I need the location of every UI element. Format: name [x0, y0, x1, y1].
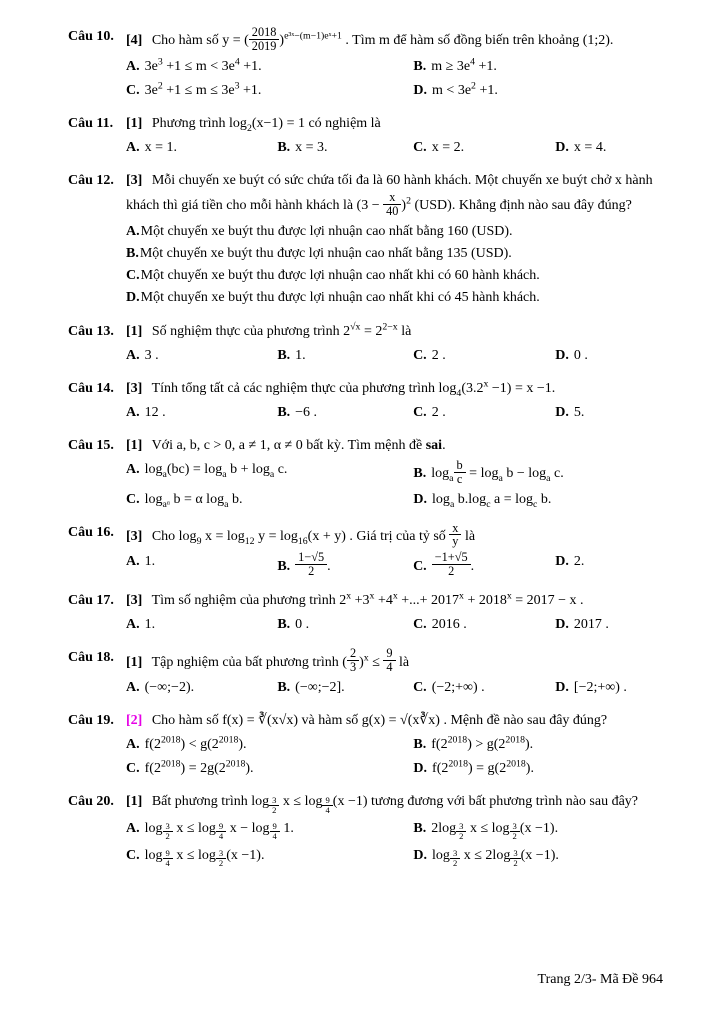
question-difficulty: [1] — [126, 115, 143, 131]
question-statement — [126, 794, 639, 815]
question-head — [68, 710, 663, 779]
option-label: C. — [413, 680, 427, 696]
option-text: x = 1. — [144, 139, 178, 155]
question-text: Mỗi chuyến xe buýt có sức chứa tối đa là 60 hành khách. Một chuyến xe buýt chở x hành khách thì giá tiền cho mỗi hành khách là (3 − $\frac{x}{40}$ )$^2$ (USD). Khẳng định nào sau đây đúng? — [126, 172, 653, 218]
answer-options — [126, 551, 663, 578]
question-statement — [126, 321, 412, 339]
question — [68, 378, 663, 423]
question-statement — [126, 438, 446, 453]
question-difficulty: [2] — [126, 713, 143, 729]
option-label: B. — [277, 617, 291, 633]
question-number: Câu 19. — [68, 713, 114, 729]
option-text: $f(2^{2018}) = 2g(2^{2018})$. — [144, 758, 254, 777]
option-text: x = 3. — [295, 139, 328, 155]
option-label: A. — [126, 737, 140, 753]
answer-option — [126, 818, 407, 842]
answer-options — [126, 345, 663, 366]
option-label: C. — [413, 347, 427, 363]
option-text: −6 . — [295, 404, 318, 420]
question-body — [126, 113, 663, 158]
question-difficulty: [1] — [126, 323, 143, 339]
option-label: A. — [126, 617, 140, 633]
answer-option — [413, 345, 549, 366]
option-label: D. — [413, 847, 428, 863]
option-label: C. — [413, 558, 427, 574]
option-text: $\frac{1-√5}{2}$ . — [295, 559, 331, 574]
question-number: Câu 10. — [68, 29, 114, 44]
question-statement — [126, 115, 381, 134]
option-label: B. — [277, 347, 291, 363]
option-label: D. — [555, 347, 569, 363]
question-text: Tập nghiệm của bất phương trình ( $\frac{2}{3}$ )$^x$ ≤ $\frac{9}{4}$ là — [148, 646, 410, 675]
question-difficulty: [3] — [126, 172, 143, 188]
question-statement — [126, 713, 607, 728]
option-text: $\log_a(bc) = \log_a b + \log_a c$. — [144, 461, 288, 480]
option-text: 1. — [144, 617, 156, 633]
question — [68, 113, 663, 158]
answer-option — [413, 56, 663, 77]
option-label: C. — [126, 267, 140, 283]
option-text: 2 . — [431, 404, 446, 420]
answer-option — [555, 614, 663, 635]
answer-option — [555, 551, 663, 578]
question-head — [68, 26, 663, 101]
question-number: Câu 11. — [68, 115, 114, 131]
question-body — [126, 522, 663, 579]
answer-options — [126, 677, 663, 698]
option-label: A. — [126, 347, 140, 363]
option-text: (−2;+∞) . — [431, 680, 485, 696]
option-text: log $_{\frac{3}{2}}$ x ≤ 2log $_{\frac{3}{2}}$ (x −1). — [432, 847, 559, 869]
answer-option — [413, 80, 663, 101]
question-text: Cho hàm số f(x) = ∛(x√x) và hàm số g(x) = √(x∛x) . Mệnh đề nào sau đây đúng? — [148, 713, 608, 729]
question-statement — [126, 590, 584, 609]
option-text: $\log_a b.\log_c$ $a = \log_c b$. — [432, 491, 552, 510]
answer-option — [126, 56, 407, 77]
answer-option — [126, 734, 407, 755]
answer-options — [126, 137, 663, 158]
question — [68, 26, 663, 101]
option-text: 0 . — [295, 617, 310, 633]
option-label: A. — [126, 223, 140, 239]
option-label: D. — [555, 554, 569, 570]
option-text: log $_{\frac{3}{2}}$ x ≤ log $_{\frac{9}{4}}$ x − log $_{\frac{9}{4}}$ 1. — [144, 820, 294, 842]
answer-options — [126, 459, 663, 510]
option-label: B. — [277, 139, 291, 155]
answer-option — [126, 287, 663, 308]
option-label: A. — [126, 680, 140, 696]
option-label: D. — [555, 617, 569, 633]
question-head — [68, 170, 663, 309]
option-text: 1. — [144, 554, 156, 570]
question-difficulty: [1] — [126, 794, 143, 810]
answer-option — [277, 551, 407, 578]
question-number: Câu 12. — [68, 172, 114, 188]
question-text: Số nghiệm thực của phương trình $2^{√x} = 2^{2-x}$ là — [148, 321, 412, 339]
answer-option — [126, 402, 271, 423]
option-label: B. — [277, 680, 291, 696]
question-text: Cho hàm số y = ( $\frac{2018}{2019}$ )$^{e^3ˣ-(m-1)eˣ+1}$ . Tìm m để hàm số đồng biến trên khoảng (1;2). — [148, 25, 614, 53]
answer-option — [413, 734, 663, 755]
answer-option — [555, 402, 663, 423]
option-text: $f(2^{2018}) = g(2^{2018})$. — [432, 758, 534, 777]
answer-option — [413, 818, 663, 842]
option-label: A. — [126, 404, 140, 420]
answer-option — [126, 345, 271, 366]
answer-option — [277, 677, 407, 698]
question-number: Câu 16. — [68, 524, 114, 540]
option-text: 2 . — [431, 347, 446, 363]
option-text: $f(2^{2018}) < g(2^{2018})$. — [144, 734, 247, 753]
question — [68, 647, 663, 698]
question-head — [68, 791, 663, 868]
option-label: C. — [126, 847, 140, 863]
question — [68, 522, 663, 579]
answer-option — [277, 137, 407, 158]
question-head — [68, 378, 663, 423]
option-text: $f(2^{2018}) > g(2^{2018})$. — [431, 734, 534, 753]
option-label: C. — [413, 404, 427, 420]
option-text: $m < 3e^2 +1$. — [432, 80, 498, 98]
option-label: B. — [413, 58, 427, 74]
question-head — [68, 522, 663, 579]
question-difficulty: [3] — [126, 380, 143, 396]
question-statement — [126, 378, 556, 399]
question-head — [68, 590, 663, 635]
question-text: Với a, b, c > 0, a ≠ 1, α ≠ 0 bất kỳ. Tìm mệnh đề sai. — [148, 437, 446, 453]
answer-option — [413, 677, 549, 698]
option-text: 2017 . — [573, 617, 609, 633]
option-label: A. — [126, 554, 140, 570]
question-body — [126, 26, 663, 101]
option-label: A. — [126, 461, 140, 477]
question-statement — [126, 172, 653, 218]
answer-option — [413, 758, 663, 779]
question-body — [126, 590, 663, 635]
question-difficulty: [3] — [126, 593, 143, 609]
question-number: Câu 18. — [68, 650, 114, 666]
option-text: $\log_{aᵅ} b = \alpha$ $\log_a b$. — [144, 491, 243, 510]
question-body — [126, 378, 663, 423]
option-label: C. — [413, 617, 427, 633]
question-body — [126, 170, 663, 309]
answer-option — [126, 459, 407, 486]
option-text: 0 . — [573, 347, 588, 363]
option-text: Một chuyến xe buýt thu được lợi nhuận cao nhất bằng 135 (USD). — [139, 245, 512, 261]
question-difficulty: [4] — [126, 33, 143, 49]
option-label: C. — [126, 761, 140, 777]
answer-option — [126, 489, 407, 510]
answer-option — [126, 677, 271, 698]
answer-option — [126, 221, 663, 242]
option-label: D. — [555, 404, 569, 420]
question-number: Câu 20. — [68, 794, 114, 810]
answer-option — [555, 137, 663, 158]
question-body — [126, 435, 663, 510]
option-text: Một chuyến xe buýt thu được lợi nhuận cao nhất khi có 60 hành khách. — [140, 267, 540, 283]
answer-option — [126, 243, 663, 264]
answer-options — [126, 402, 663, 423]
option-label: A. — [126, 820, 140, 836]
option-text: 2log $_{\frac{3}{2}}$ x ≤ log $_{\frac{3}{2}}$ (x −1). — [431, 820, 559, 842]
question — [68, 170, 663, 309]
option-label: B. — [277, 404, 291, 420]
option-label: A. — [126, 58, 140, 74]
page-footer: Trang 2/3- Mã Đề 964 — [537, 972, 663, 987]
option-label: D. — [555, 139, 569, 155]
option-text: $\log_a$ $\frac{b}{c}$ = $\log_a b - \log_a c$. — [431, 457, 564, 486]
question-text: Tính tổng tất cả các nghiệm thực của phương trình $\log_4(3.2^x -1) = x -1$. — [148, 378, 556, 399]
question-text: Phương trình $\log_2(x-1) = 1$ có nghiệm là — [148, 115, 381, 134]
option-label: D. — [126, 289, 140, 305]
option-text: (−∞;−2]. — [295, 680, 345, 696]
question-body — [126, 791, 663, 868]
option-label: D. — [555, 680, 569, 696]
option-text: (−∞;−2). — [144, 680, 195, 696]
question-difficulty: [1] — [126, 437, 143, 453]
option-label: C. — [126, 491, 140, 507]
answer-options — [126, 56, 663, 101]
answer-options — [126, 734, 663, 779]
answer-option — [555, 677, 663, 698]
option-text: 2016 . — [431, 617, 467, 633]
question-number: Câu 15. — [68, 437, 114, 453]
answer-option — [413, 402, 549, 423]
option-text: $3e^2 +1 \le m \le 3e^3 +1$. — [144, 80, 262, 98]
answer-option — [413, 614, 549, 635]
answer-option — [126, 551, 271, 578]
answer-option — [277, 614, 407, 635]
answer-option — [126, 614, 271, 635]
option-text: 3 . — [144, 347, 159, 363]
question-difficulty: [1] — [126, 654, 143, 670]
question-number: Câu 14. — [68, 380, 114, 396]
option-label: B. — [413, 820, 427, 836]
answer-options — [126, 221, 663, 308]
option-label: C. — [126, 82, 140, 98]
answer-option — [126, 265, 663, 286]
question-number: Câu 13. — [68, 323, 114, 339]
question-text: Tìm số nghiệm của phương trình $2^x +3^x +4^x$ +...+ $2017^x + 2018^x = 2017 - x$ . — [148, 590, 584, 609]
option-text: 5. — [573, 404, 585, 420]
answer-option — [413, 845, 663, 869]
answer-option — [126, 845, 407, 869]
question — [68, 710, 663, 779]
option-text: log $_{\frac{9}{4}}$ x ≤ log $_{\frac{3}{2}}$ (x −1). — [144, 847, 265, 869]
answer-option — [413, 489, 663, 510]
question-difficulty: [3] — [126, 528, 143, 544]
question-head — [68, 435, 663, 510]
question-number: Câu 17. — [68, 593, 114, 609]
question-head — [68, 113, 663, 158]
question-body — [126, 647, 663, 698]
answer-option — [413, 551, 549, 578]
question-text: Cho $\log_9 x = \log_{12} y = \log_{16}(x + y)$ . Giá trị của tỷ số $\frac{x}{y}$ là — [148, 520, 476, 549]
question-statement — [126, 25, 614, 53]
answer-options — [126, 818, 663, 868]
option-text: [−2;+∞) . — [573, 680, 627, 696]
answer-option — [277, 402, 407, 423]
question-body — [126, 710, 663, 779]
answer-option — [126, 137, 271, 158]
option-label: B. — [413, 737, 427, 753]
option-label: C. — [413, 139, 427, 155]
answer-option — [126, 758, 407, 779]
option-label: D. — [413, 82, 428, 98]
option-text: $m \ge 3e^4 +1$. — [431, 56, 497, 74]
option-label: B. — [277, 558, 291, 574]
question — [68, 590, 663, 635]
option-text: 1. — [295, 347, 306, 363]
answer-option — [277, 345, 407, 366]
option-text: Một chuyến xe buýt thu được lợi nhuận cao nhất bằng 160 (USD). — [140, 223, 513, 239]
option-label: B. — [126, 245, 139, 261]
option-text: $\frac{-1+√5}{2}$ . — [432, 559, 474, 574]
option-text: Một chuyến xe buýt thu được lợi nhuận cao nhất khi có 45 hành khách. — [140, 289, 540, 305]
question-head — [68, 321, 663, 366]
answer-option — [413, 137, 549, 158]
question-list — [68, 26, 663, 868]
question-statement — [126, 520, 476, 549]
question — [68, 791, 663, 868]
option-text: x = 4. — [573, 139, 607, 155]
question-head — [68, 647, 663, 698]
answer-option — [555, 345, 663, 366]
answer-option — [126, 80, 407, 101]
question — [68, 435, 663, 510]
option-label: B. — [413, 466, 427, 482]
option-text: 2. — [573, 554, 585, 570]
option-label: D. — [413, 761, 428, 777]
option-label: D. — [413, 491, 428, 507]
question-body — [126, 321, 663, 366]
question — [68, 321, 663, 366]
option-label: A. — [126, 139, 140, 155]
option-text: $3e^3 +1 \le m < 3e^4 +1$. — [144, 56, 262, 74]
answer-option — [413, 459, 663, 486]
answer-options — [126, 614, 663, 635]
option-text: x = 2. — [431, 139, 465, 155]
question-statement — [126, 646, 410, 675]
question-text: Bất phương trình log $_{\frac{3}{2}}$ x ≤ log $_{\frac{9}{4}}$ (x −1) tương đương với bất phương trình nào sau đây? — [148, 794, 639, 815]
option-text: 12 . — [144, 404, 166, 420]
